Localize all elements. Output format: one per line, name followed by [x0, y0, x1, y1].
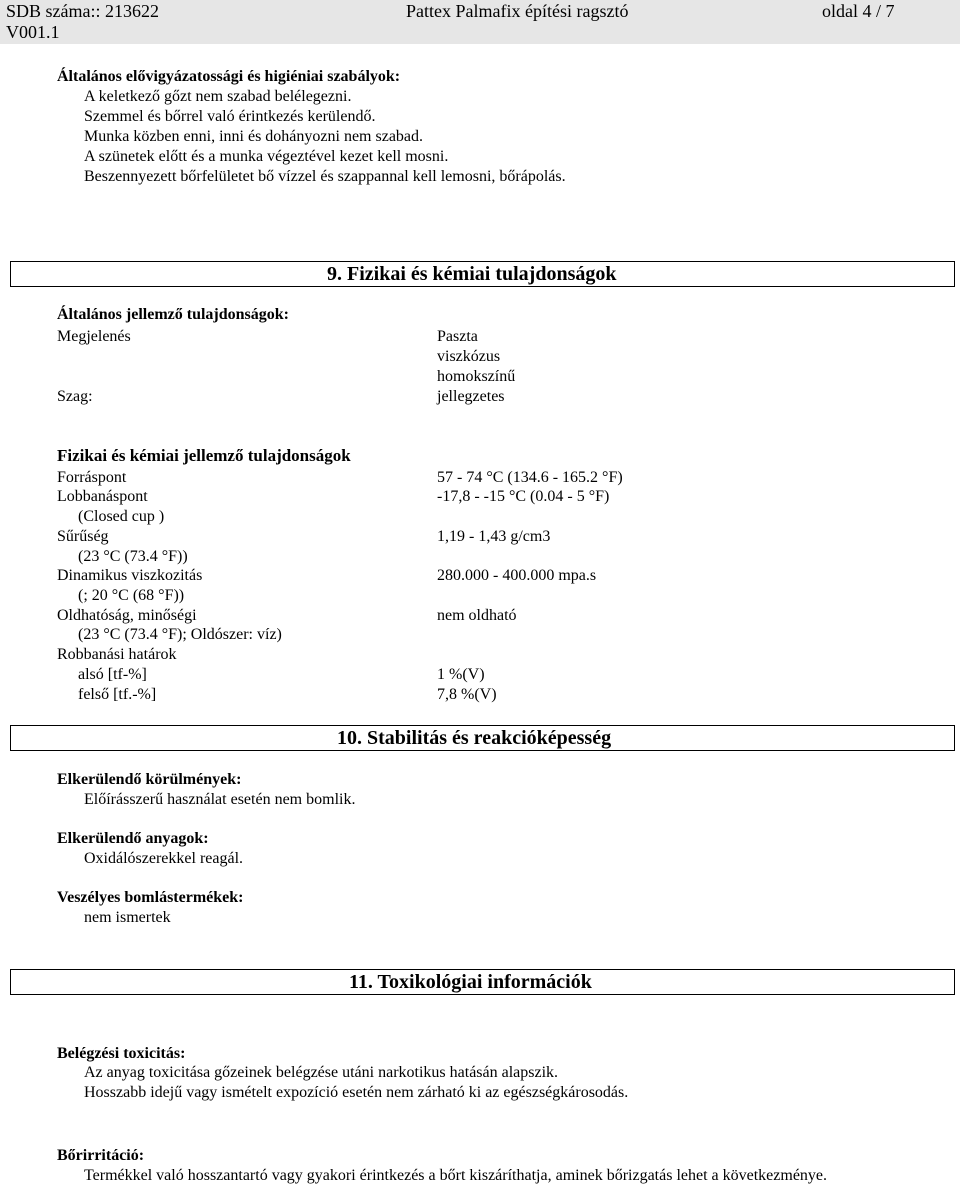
solubility-note: (23 °C (73.4 °F); Oldószer: víz): [78, 626, 282, 643]
flash-note: (Closed cup ): [78, 508, 165, 525]
boiling-label: Forráspont: [57, 469, 127, 486]
skin-irritation-heading: Bőrirritáció:: [57, 1147, 145, 1164]
page-number: oldal 4 / 7: [822, 1, 895, 21]
section-10-title: 10. Stabilitás és reakcióképesség: [333, 726, 615, 750]
conditions-text: Előírásszerű használat esetén nem bomlik.: [84, 791, 356, 808]
upper-limit-label: felső [tf.-%]: [78, 686, 157, 703]
solubility-value: nem oldható: [437, 607, 517, 624]
flash-value: -17,8 - -15 °C (0.04 - 5 °F): [437, 488, 610, 505]
hygiene-line: Szemmel és bőrrel való érintkezés kerülendő.: [84, 108, 376, 125]
solubility-label: Oldhatóság, minőségi: [57, 607, 197, 624]
decomposition-heading: Veszélyes bomlástermékek:: [57, 889, 244, 906]
inhalation-line: Hosszabb idejű vagy ismételt expozíció esetén nem zárható ki az egészségkárosodás.: [84, 1084, 629, 1101]
lower-limit-label: alsó [tf-%]: [78, 666, 147, 683]
appearance-value: homokszínű: [437, 368, 516, 385]
props-heading: Fizikai és kémiai jellemző tulajdonságok: [57, 446, 351, 465]
boiling-value: 57 - 74 °C (134.6 - 165.2 °F): [437, 469, 623, 486]
inhalation-line: Az anyag toxicitása gőzeinek belégzése utáni narkotikus hatásán alapszik.: [84, 1064, 559, 1081]
density-value: 1,19 - 1,43 g/cm3: [437, 528, 551, 545]
density-note: (23 °C (73.4 °F)): [78, 548, 188, 565]
materials-text: Oxidálószerekkel reagál.: [84, 850, 244, 867]
section-11-title: 11. Toxikológiai információk: [345, 970, 596, 994]
viscosity-note: (; 20 °C (68 °F)): [78, 587, 185, 604]
viscosity-label: Dinamikus viszkozitás: [57, 567, 203, 584]
odor-label: Szag:: [57, 388, 93, 405]
section-9-title: 9. Fizikai és kémiai tulajdonságok: [323, 262, 620, 286]
flash-label: Lobbanáspont: [57, 488, 148, 505]
product-name: Pattex Palmafix építési ragsztó: [406, 1, 629, 21]
sds-number: SDB száma:: 213622: [6, 1, 159, 21]
lower-limit-value: 1 %(V): [437, 666, 485, 683]
page-header: [0, 0, 960, 44]
appearance-label: Megjelenés: [57, 328, 131, 345]
appearance-value: viszkózus: [437, 348, 501, 365]
explosion-label: Robbanási határok: [57, 646, 177, 663]
density-label: Sűrűség: [57, 528, 109, 545]
general-props-heading: Általános jellemző tulajdonságok:: [57, 306, 289, 323]
appearance-value: Paszta: [437, 328, 478, 345]
viscosity-value: 280.000 - 400.000 mpa.s: [437, 567, 597, 584]
version: V001.1: [6, 22, 60, 42]
materials-heading: Elkerülendő anyagok:: [57, 830, 209, 847]
hygiene-line: Munka közben enni, inni és dohányozni nem szabad.: [84, 128, 424, 145]
upper-limit-value: 7,8 %(V): [437, 686, 497, 703]
hygiene-line: A szünetek előtt és a munka végeztével kezet kell mosni.: [84, 148, 449, 165]
hygiene-heading: Általános elővigyázatossági és higiéniai szabályok:: [57, 68, 401, 85]
inhalation-heading: Belégzési toxicitás:: [57, 1045, 186, 1062]
conditions-heading: Elkerülendő körülmények:: [57, 771, 242, 788]
skin-irritation-text: Termékkel való hosszantartó vagy gyakori érintkezés a bőrt kiszáríthatja, aminek bőrizgatás lehet a következménye.: [84, 1167, 828, 1184]
hygiene-line: A keletkező gőzt nem szabad belélegezni.: [84, 88, 352, 105]
hygiene-line: Beszennyezett bőrfelületet bő vízzel és szappannal kell lemosni, bőrápolás.: [84, 168, 566, 185]
odor-value: jellegzetes: [437, 388, 505, 405]
decomposition-text: nem ismertek: [84, 909, 171, 926]
